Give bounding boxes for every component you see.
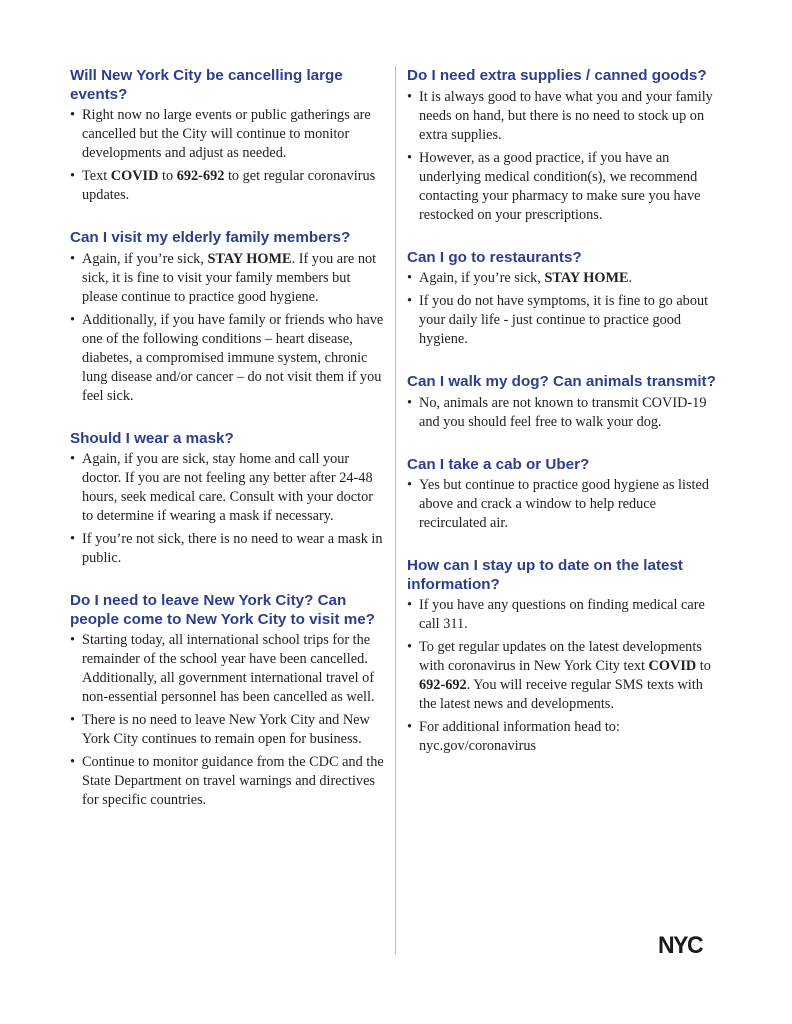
answer-list	[70, 631, 386, 810]
answer-bullet: • If you have any questions on finding medical care call 311.	[407, 596, 721, 634]
bold-keyword: COVID	[648, 658, 697, 674]
faq-dog	[407, 373, 721, 432]
faq-large-events	[70, 67, 386, 205]
answer-bullet: • It is always good to have what you and your family needs on hand, but there is no need to stock up on extra supplies.	[407, 88, 721, 145]
bold-keyword: STAY HOME	[544, 270, 629, 286]
answer-bullet: • Right now no large events or public gatherings are cancelled but the City will continue to monitor developments and adjust as needed.	[70, 106, 386, 163]
answer-list	[70, 450, 386, 568]
text-segment: Again, if you’re sick,	[419, 270, 545, 286]
answer-bullet	[407, 269, 721, 288]
text-segment: To get regular updates on the latest developments with coronavirus in New York City text	[419, 639, 702, 674]
text-segment: Again, if you’re sick,	[82, 250, 208, 267]
answer-bullet	[70, 167, 386, 205]
left-column	[70, 67, 386, 834]
question-heading: Will New York City be cancelling large events?	[70, 67, 343, 103]
text-segment: .	[628, 270, 633, 286]
answer-bullet: • However, as a good practice, if you have an underlying medical condition(s), we recommend contacting your pharmacy to make sure you have restocked on your prescriptions.	[407, 149, 721, 225]
bold-number: 692-692	[419, 677, 467, 693]
text-segment: . If you are not sick, it is fine to visit your family members but please continue to practice good hygiene.	[82, 250, 377, 305]
bold-keyword: STAY HOME	[207, 250, 292, 267]
answer-bullet: • Continue to monitor guidance from the CDC and the State Department on travel warnings and directives for specific countries.	[70, 753, 386, 810]
answer-bullet: • Starting today, all international school trips for the remainder of the school year have been cancelled. Additionally, all government international travel of non-essential personnel has been cancelled as well.	[70, 631, 386, 707]
text-segment: to	[158, 168, 177, 184]
answer-list	[407, 88, 721, 225]
question-heading: Can I walk my dog? Can animals transmit?	[407, 373, 716, 390]
faq-cab	[407, 456, 721, 534]
faq-stay-updated	[407, 557, 721, 756]
answer-bullet: • Again, if you are sick, stay home and call your doctor. If you are not feeling any better after 24-48 hours, seek medical care. Consult with your doctor to determine if wearing a mask if necessary.	[70, 450, 386, 526]
answer-bullet: • Yes but continue to practice good hygiene as listed above and crack a window to help reduce recirculated air.	[407, 476, 721, 533]
answer-list	[70, 106, 386, 205]
column-divider	[395, 66, 396, 954]
text-segment: Text	[82, 168, 111, 184]
question-heading: Can I visit my elderly family members?	[70, 229, 351, 246]
question-heading: Do I need extra supplies / canned goods?	[407, 67, 707, 84]
answer-bullet: • For additional information head to: nyc.gov/coronavirus	[407, 718, 721, 756]
question-heading: Do I need to leave New York City? Can people come to New York City to visit me?	[70, 592, 375, 628]
faq-restaurants	[407, 249, 721, 350]
answer-list	[407, 394, 721, 432]
text-segment: to	[696, 658, 711, 674]
bold-keyword: COVID	[110, 168, 159, 184]
question-heading: Should I wear a mask?	[70, 429, 234, 447]
answer-list	[407, 269, 721, 349]
answer-bullet: • There is no need to leave New York City and New York City continues to remain open for business.	[70, 711, 386, 749]
answer-bullet: • No, animals are not known to transmit COVID-19 and you should feel free to walk your dog.	[407, 394, 721, 432]
question-heading: How can I stay up to date on the latest information?	[407, 557, 683, 593]
answer-bullet	[70, 250, 386, 307]
question-heading: Can I go to restaurants?	[407, 248, 582, 266]
faq-elderly-family	[70, 229, 386, 406]
answer-list	[70, 250, 386, 406]
answer-bullet: • If you’re not sick, there is no need to wear a mask in public.	[70, 530, 386, 568]
answer-list	[407, 596, 721, 756]
answer-bullet: • Additionally, if you have family or friends who have one of the following conditions – heart disease, diabetes, a compromised immune system, chronic lung disease and/or cancer – do not visit them if you feel sick.	[70, 311, 386, 406]
answer-bullet: • If you do not have symptoms, it is fine to go about your daily life - just continue to practice good hygiene.	[407, 292, 721, 349]
nyc-logo: NYC	[658, 931, 703, 959]
faq-mask	[70, 430, 386, 569]
right-column	[407, 67, 721, 780]
bold-number: 692-692	[176, 168, 225, 184]
answer-list	[407, 476, 721, 533]
faq-supplies	[407, 67, 721, 225]
text-segment: . You will receive regular SMS texts with the latest news and developments.	[419, 677, 703, 712]
faq-leave-nyc	[70, 592, 386, 810]
answer-bullet	[407, 638, 721, 714]
question-heading: Can I take a cab or Uber?	[407, 455, 590, 473]
text-segment: to get regular coronavirus updates.	[82, 168, 376, 203]
